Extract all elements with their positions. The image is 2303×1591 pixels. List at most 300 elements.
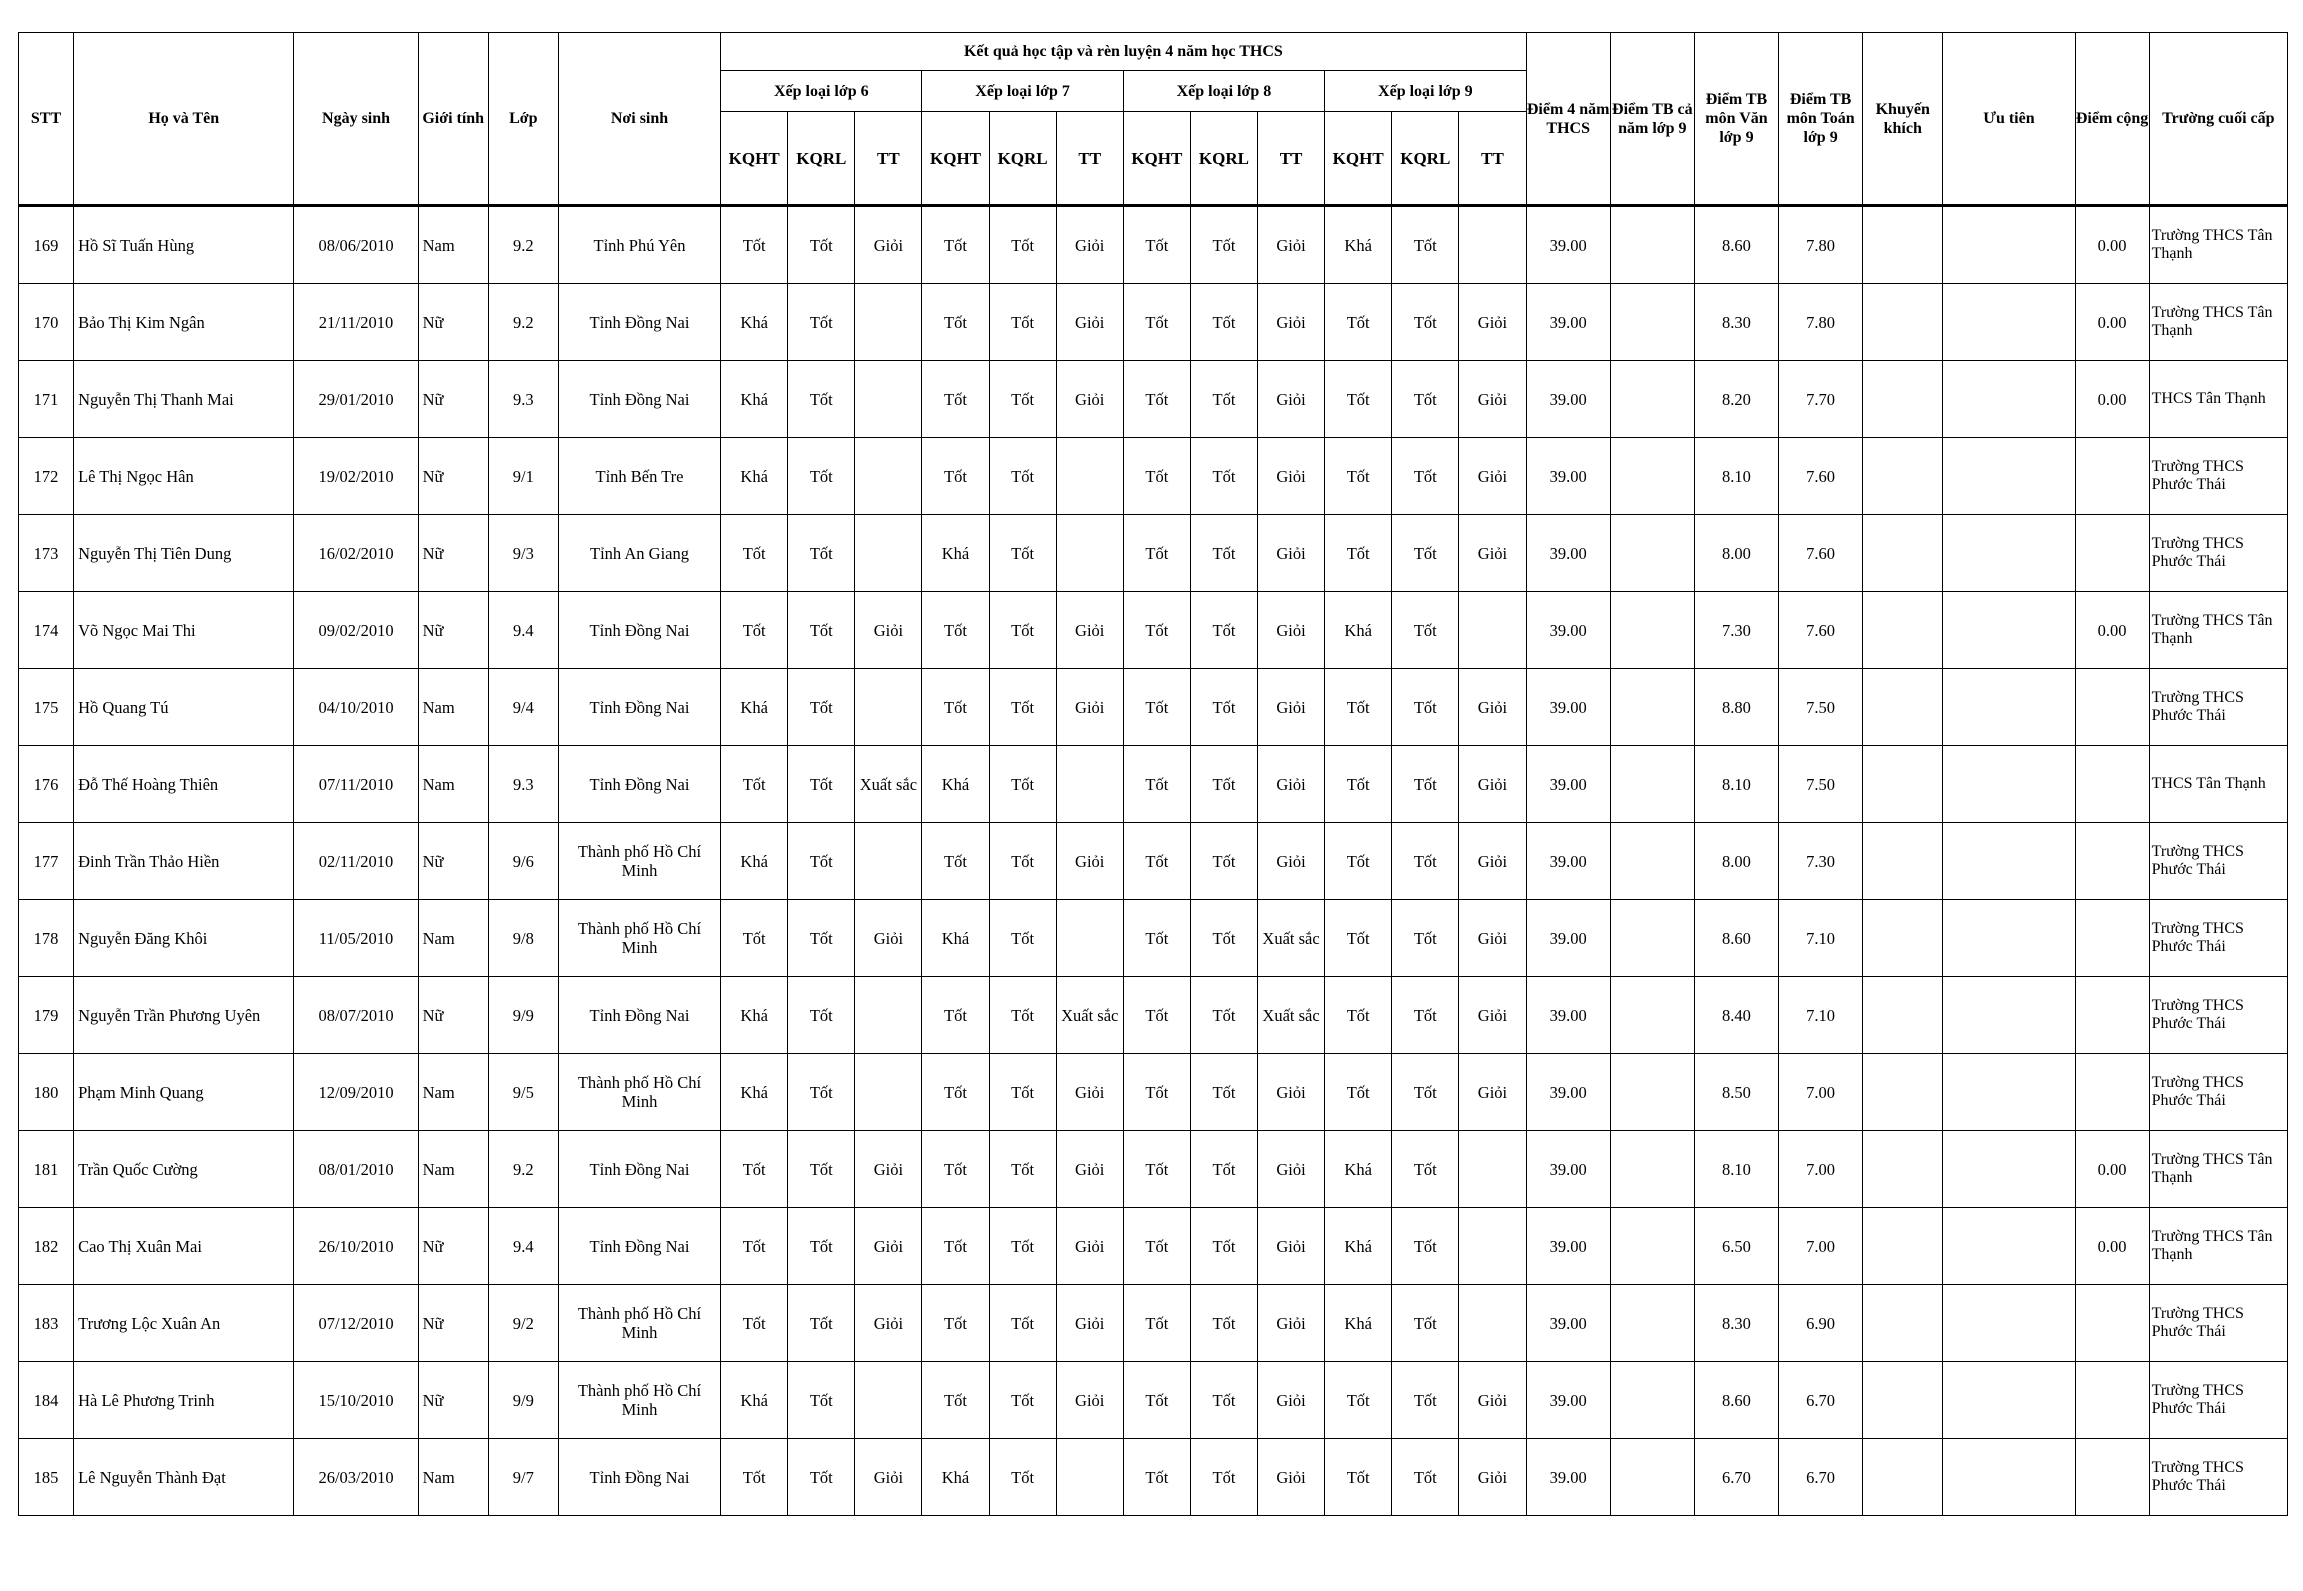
cell-stt: 174 [19, 592, 74, 669]
cell-g6-kqrl: Tốt [788, 823, 855, 900]
cell-g6-kqht: Khá [721, 361, 788, 438]
cell-score4: 39.00 [1526, 1131, 1610, 1208]
cell-gender: Nữ [418, 1208, 488, 1285]
header-g8-kqht: KQHT [1123, 112, 1190, 206]
cell-g6-tt: Giỏi [855, 206, 922, 284]
cell-dob: 21/11/2010 [294, 284, 418, 361]
header-g7-kqht: KQHT [922, 112, 989, 206]
cell-g9-kqht: Tốt [1325, 438, 1392, 515]
header-g6-tt: TT [855, 112, 922, 206]
cell-dob: 08/07/2010 [294, 977, 418, 1054]
cell-g7-kqrl: Tốt [989, 669, 1056, 746]
header-name: Họ và Tên [74, 33, 294, 206]
cell-birthplace: Tỉnh Đồng Nai [558, 1131, 720, 1208]
cell-g8-kqrl: Tốt [1190, 1054, 1257, 1131]
cell-class: 9.2 [488, 284, 558, 361]
cell-g7-tt: Giỏi [1056, 669, 1123, 746]
cell-g9-tt [1459, 206, 1526, 284]
cell-name: Lê Thị Ngọc Hân [74, 438, 294, 515]
cell-g6-kqrl: Tốt [788, 746, 855, 823]
cell-birthplace: Tỉnh Bến Tre [558, 438, 720, 515]
cell-g8-kqht: Tốt [1123, 284, 1190, 361]
cell-birthplace: Tỉnh Đồng Nai [558, 977, 720, 1054]
cell-lit9: 6.50 [1694, 1208, 1778, 1285]
cell-g9-kqht: Khá [1325, 1208, 1392, 1285]
cell-school: Trường THCS Phước Thái [2149, 1439, 2287, 1516]
cell-g7-kqrl: Tốt [989, 1208, 1056, 1285]
cell-g7-tt: Giỏi [1056, 1285, 1123, 1362]
cell-g9-kqht: Khá [1325, 592, 1392, 669]
table-row [19, 746, 2288, 823]
cell-g6-kqrl: Tốt [788, 592, 855, 669]
table-row [19, 438, 2288, 515]
cell-g8-kqrl: Tốt [1190, 1208, 1257, 1285]
cell-g6-kqht: Tốt [721, 1208, 788, 1285]
cell-name: Võ Ngọc Mai Thi [74, 592, 294, 669]
cell-gender: Nữ [418, 284, 488, 361]
cell-stt: 179 [19, 977, 74, 1054]
header-lit9: Điểm TB môn Văn lớp 9 [1694, 33, 1778, 206]
cell-g7-kqrl: Tốt [989, 823, 1056, 900]
cell-avg9 [1610, 592, 1694, 669]
cell-birthplace: Tỉnh Đồng Nai [558, 592, 720, 669]
cell-g8-kqrl: Tốt [1190, 1439, 1257, 1516]
cell-g6-kqht: Khá [721, 1362, 788, 1439]
cell-g8-tt: Giỏi [1258, 1285, 1325, 1362]
cell-g7-kqrl: Tốt [989, 592, 1056, 669]
cell-dob: 07/11/2010 [294, 746, 418, 823]
cell-g8-kqht: Tốt [1123, 1131, 1190, 1208]
cell-g6-kqht: Tốt [721, 592, 788, 669]
cell-g8-tt: Giỏi [1258, 1131, 1325, 1208]
cell-gender: Nam [418, 1054, 488, 1131]
header-g8-tt: TT [1258, 112, 1325, 206]
cell-g6-tt [855, 515, 922, 592]
cell-g8-kqht: Tốt [1123, 1439, 1190, 1516]
cell-class: 9.2 [488, 1131, 558, 1208]
cell-dob: 19/02/2010 [294, 438, 418, 515]
cell-g9-kqrl: Tốt [1392, 592, 1459, 669]
cell-g7-tt [1056, 746, 1123, 823]
cell-g9-kqrl: Tốt [1392, 977, 1459, 1054]
cell-math9: 7.80 [1779, 284, 1863, 361]
cell-g6-kqrl: Tốt [788, 1054, 855, 1131]
cell-lit9: 8.50 [1694, 1054, 1778, 1131]
cell-g9-kqrl: Tốt [1392, 1285, 1459, 1362]
cell-bonus [2075, 977, 2149, 1054]
cell-gender: Nữ [418, 361, 488, 438]
cell-g7-kqht: Khá [922, 515, 989, 592]
cell-bonus [2075, 1362, 2149, 1439]
cell-bonus: 0.00 [2075, 284, 2149, 361]
cell-dob: 08/06/2010 [294, 206, 418, 284]
cell-g6-kqrl: Tốt [788, 515, 855, 592]
cell-score4: 39.00 [1526, 1054, 1610, 1131]
cell-g8-kqrl: Tốt [1190, 1285, 1257, 1362]
cell-math9: 7.60 [1779, 438, 1863, 515]
cell-birthplace: Tỉnh Đồng Nai [558, 284, 720, 361]
cell-name: Đỗ Thế Hoàng Thiên [74, 746, 294, 823]
cell-g8-tt: Giỏi [1258, 1208, 1325, 1285]
cell-gender: Nam [418, 669, 488, 746]
cell-avg9 [1610, 438, 1694, 515]
cell-school: Trường THCS Phước Thái [2149, 1054, 2287, 1131]
cell-lit9: 6.70 [1694, 1439, 1778, 1516]
cell-gender: Nữ [418, 438, 488, 515]
cell-stt: 176 [19, 746, 74, 823]
table-row [19, 823, 2288, 900]
cell-encourage [1863, 1285, 1943, 1362]
cell-g6-tt [855, 1362, 922, 1439]
cell-g6-kqht: Khá [721, 823, 788, 900]
cell-avg9 [1610, 1131, 1694, 1208]
cell-g7-kqht: Khá [922, 746, 989, 823]
cell-school: Trường THCS Tân Thạnh [2149, 592, 2287, 669]
cell-g7-kqrl: Tốt [989, 284, 1056, 361]
cell-class: 9.3 [488, 361, 558, 438]
header-score4: Điểm 4 năm THCS [1526, 33, 1610, 206]
header-g6-kqht: KQHT [721, 112, 788, 206]
cell-g9-tt: Giỏi [1459, 669, 1526, 746]
cell-g7-tt: Giỏi [1056, 823, 1123, 900]
cell-priority [1943, 1285, 2075, 1362]
cell-g7-tt [1056, 515, 1123, 592]
cell-g7-kqrl: Tốt [989, 1439, 1056, 1516]
cell-score4: 39.00 [1526, 1362, 1610, 1439]
header-grade9: Xếp loại lớp 9 [1325, 71, 1527, 112]
cell-bonus: 0.00 [2075, 206, 2149, 284]
cell-encourage [1863, 1054, 1943, 1131]
cell-g9-kqrl: Tốt [1392, 284, 1459, 361]
cell-school: Trường THCS Phước Thái [2149, 823, 2287, 900]
header-encourage: Khuyến khích [1863, 33, 1943, 206]
cell-g8-kqrl: Tốt [1190, 1362, 1257, 1439]
cell-lit9: 8.10 [1694, 1131, 1778, 1208]
cell-stt: 172 [19, 438, 74, 515]
cell-g7-tt [1056, 900, 1123, 977]
cell-stt: 169 [19, 206, 74, 284]
cell-g8-kqht: Tốt [1123, 438, 1190, 515]
cell-priority [1943, 1054, 2075, 1131]
cell-lit9: 8.60 [1694, 900, 1778, 977]
cell-score4: 39.00 [1526, 361, 1610, 438]
cell-g6-kqht: Tốt [721, 1285, 788, 1362]
cell-g6-kqht: Tốt [721, 515, 788, 592]
results-table [18, 32, 2288, 1516]
cell-g6-kqht: Khá [721, 977, 788, 1054]
cell-g8-tt: Giỏi [1258, 206, 1325, 284]
cell-g9-kqrl: Tốt [1392, 1439, 1459, 1516]
cell-g8-tt: Giỏi [1258, 284, 1325, 361]
cell-g8-kqrl: Tốt [1190, 900, 1257, 977]
cell-birthplace: Tỉnh Đồng Nai [558, 746, 720, 823]
cell-school: Trường THCS Tân Thạnh [2149, 1208, 2287, 1285]
cell-g7-kqht: Tốt [922, 1362, 989, 1439]
cell-lit9: 8.20 [1694, 361, 1778, 438]
cell-g9-tt: Giỏi [1459, 1439, 1526, 1516]
cell-g6-kqrl: Tốt [788, 977, 855, 1054]
cell-g7-kqht: Khá [922, 900, 989, 977]
cell-g6-kqht: Khá [721, 284, 788, 361]
cell-dob: 29/01/2010 [294, 361, 418, 438]
cell-dob: 04/10/2010 [294, 669, 418, 746]
cell-g9-kqrl: Tốt [1392, 669, 1459, 746]
cell-g7-tt: Giỏi [1056, 1362, 1123, 1439]
cell-birthplace: Thành phố Hồ Chí Minh [558, 1285, 720, 1362]
cell-bonus: 0.00 [2075, 1131, 2149, 1208]
cell-encourage [1863, 361, 1943, 438]
header-priority: Ưu tiên [1943, 33, 2075, 206]
cell-g9-kqrl: Tốt [1392, 823, 1459, 900]
header-avg9: Điểm TB cả năm lớp 9 [1610, 33, 1694, 206]
cell-g9-kqht: Tốt [1325, 1362, 1392, 1439]
cell-score4: 39.00 [1526, 206, 1610, 284]
cell-birthplace: Tỉnh Đồng Nai [558, 1208, 720, 1285]
cell-name: Nguyễn Đăng Khôi [74, 900, 294, 977]
cell-g7-tt [1056, 1439, 1123, 1516]
cell-birthplace: Tỉnh Phú Yên [558, 206, 720, 284]
cell-math9: 6.90 [1779, 1285, 1863, 1362]
cell-g6-kqrl: Tốt [788, 438, 855, 515]
cell-g9-kqht: Tốt [1325, 515, 1392, 592]
cell-g8-tt: Giỏi [1258, 746, 1325, 823]
table-row [19, 1285, 2288, 1362]
cell-g7-tt: Giỏi [1056, 361, 1123, 438]
cell-g7-kqrl: Tốt [989, 1285, 1056, 1362]
cell-dob: 26/10/2010 [294, 1208, 418, 1285]
cell-g7-kqht: Tốt [922, 1131, 989, 1208]
cell-name: Trương Lộc Xuân An [74, 1285, 294, 1362]
cell-birthplace: Tỉnh Đồng Nai [558, 361, 720, 438]
cell-name: Cao Thị Xuân Mai [74, 1208, 294, 1285]
cell-g6-tt [855, 361, 922, 438]
cell-birthplace: Thành phố Hồ Chí Minh [558, 900, 720, 977]
cell-lit9: 8.60 [1694, 1362, 1778, 1439]
cell-g9-kqrl: Tốt [1392, 746, 1459, 823]
cell-encourage [1863, 1131, 1943, 1208]
cell-g7-kqrl: Tốt [989, 206, 1056, 284]
cell-class: 9.4 [488, 592, 558, 669]
cell-g8-kqrl: Tốt [1190, 206, 1257, 284]
cell-g9-kqrl: Tốt [1392, 1362, 1459, 1439]
cell-name: Hà Lê Phương Trinh [74, 1362, 294, 1439]
cell-encourage [1863, 592, 1943, 669]
cell-g8-kqrl: Tốt [1190, 592, 1257, 669]
cell-g6-tt: Giỏi [855, 1439, 922, 1516]
cell-school: Trường THCS Tân Thạnh [2149, 1131, 2287, 1208]
cell-g6-kqht: Tốt [721, 900, 788, 977]
cell-g9-kqrl: Tốt [1392, 515, 1459, 592]
header-dob: Ngày sinh [294, 33, 418, 206]
cell-g7-kqht: Tốt [922, 592, 989, 669]
cell-g8-kqrl: Tốt [1190, 515, 1257, 592]
cell-g7-kqrl: Tốt [989, 438, 1056, 515]
cell-gender: Nam [418, 206, 488, 284]
cell-g8-kqht: Tốt [1123, 823, 1190, 900]
cell-g8-tt: Xuất sắc [1258, 900, 1325, 977]
cell-avg9 [1610, 977, 1694, 1054]
cell-avg9 [1610, 900, 1694, 977]
header-math9: Điểm TB môn Toán lớp 9 [1779, 33, 1863, 206]
cell-g7-kqrl: Tốt [989, 1362, 1056, 1439]
header-grade6: Xếp loại lớp 6 [721, 71, 922, 112]
cell-g7-kqht: Tốt [922, 1054, 989, 1131]
cell-birthplace: Thành phố Hồ Chí Minh [558, 1054, 720, 1131]
cell-score4: 39.00 [1526, 1208, 1610, 1285]
cell-score4: 39.00 [1526, 438, 1610, 515]
cell-g9-kqht: Khá [1325, 1285, 1392, 1362]
cell-name: Hồ Quang Tú [74, 669, 294, 746]
cell-score4: 39.00 [1526, 1285, 1610, 1362]
cell-score4: 39.00 [1526, 1439, 1610, 1516]
cell-encourage [1863, 206, 1943, 284]
cell-g9-kqht: Tốt [1325, 361, 1392, 438]
results-sheet [18, 32, 2288, 1516]
cell-g6-kqrl: Tốt [788, 1362, 855, 1439]
cell-priority [1943, 1208, 2075, 1285]
cell-birthplace: Tỉnh Đồng Nai [558, 1439, 720, 1516]
cell-avg9 [1610, 1054, 1694, 1131]
cell-math9: 7.50 [1779, 669, 1863, 746]
cell-g7-tt: Giỏi [1056, 1054, 1123, 1131]
cell-score4: 39.00 [1526, 284, 1610, 361]
cell-priority [1943, 900, 2075, 977]
cell-g6-tt [855, 1054, 922, 1131]
cell-g7-tt [1056, 438, 1123, 515]
cell-school: Trường THCS Phước Thái [2149, 515, 2287, 592]
cell-g6-tt: Giỏi [855, 1131, 922, 1208]
cell-school: Trường THCS Phước Thái [2149, 669, 2287, 746]
cell-lit9: 8.40 [1694, 977, 1778, 1054]
cell-g9-tt: Giỏi [1459, 823, 1526, 900]
cell-birthplace: Thành phố Hồ Chí Minh [558, 823, 720, 900]
cell-lit9: 8.30 [1694, 1285, 1778, 1362]
cell-g9-kqht: Tốt [1325, 823, 1392, 900]
cell-dob: 26/03/2010 [294, 1439, 418, 1516]
cell-g6-tt: Giỏi [855, 1285, 922, 1362]
cell-bonus: 0.00 [2075, 361, 2149, 438]
cell-class: 9/9 [488, 1362, 558, 1439]
cell-g9-kqrl: Tốt [1392, 206, 1459, 284]
cell-g8-tt: Giỏi [1258, 592, 1325, 669]
cell-school: Trường THCS Phước Thái [2149, 438, 2287, 515]
cell-g8-tt: Giỏi [1258, 1362, 1325, 1439]
cell-g7-kqht: Tốt [922, 206, 989, 284]
cell-encourage [1863, 1439, 1943, 1516]
cell-priority [1943, 438, 2075, 515]
table-row [19, 515, 2288, 592]
cell-class: 9/6 [488, 823, 558, 900]
cell-g9-kqht: Tốt [1325, 284, 1392, 361]
cell-bonus [2075, 1054, 2149, 1131]
cell-avg9 [1610, 361, 1694, 438]
cell-g6-tt [855, 438, 922, 515]
cell-g8-kqht: Tốt [1123, 592, 1190, 669]
cell-bonus [2075, 438, 2149, 515]
cell-g8-kqrl: Tốt [1190, 361, 1257, 438]
cell-bonus: 0.00 [2075, 1208, 2149, 1285]
cell-gender: Nam [418, 1131, 488, 1208]
cell-class: 9/5 [488, 1054, 558, 1131]
cell-g9-tt: Giỏi [1459, 1054, 1526, 1131]
table-row [19, 592, 2288, 669]
cell-g8-kqht: Tốt [1123, 669, 1190, 746]
cell-g9-kqht: Tốt [1325, 746, 1392, 823]
header-grade8: Xếp loại lớp 8 [1123, 71, 1324, 112]
cell-g9-kqrl: Tốt [1392, 1208, 1459, 1285]
cell-math9: 7.00 [1779, 1208, 1863, 1285]
cell-stt: 181 [19, 1131, 74, 1208]
cell-bonus [2075, 515, 2149, 592]
cell-stt: 177 [19, 823, 74, 900]
cell-avg9 [1610, 1208, 1694, 1285]
cell-encourage [1863, 900, 1943, 977]
cell-class: 9/4 [488, 669, 558, 746]
cell-g9-tt [1459, 1208, 1526, 1285]
cell-g9-tt: Giỏi [1459, 284, 1526, 361]
cell-gender: Nam [418, 900, 488, 977]
cell-g7-kqht: Tốt [922, 438, 989, 515]
cell-priority [1943, 669, 2075, 746]
cell-stt: 180 [19, 1054, 74, 1131]
table-body [19, 206, 2288, 1516]
cell-g6-kqrl: Tốt [788, 900, 855, 977]
cell-g7-tt: Giỏi [1056, 284, 1123, 361]
cell-g9-kqht: Tốt [1325, 977, 1392, 1054]
cell-encourage [1863, 823, 1943, 900]
header-g7-tt: TT [1056, 112, 1123, 206]
cell-g7-kqrl: Tốt [989, 1054, 1056, 1131]
table-row [19, 1054, 2288, 1131]
cell-class: 9/7 [488, 1439, 558, 1516]
cell-g9-kqrl: Tốt [1392, 438, 1459, 515]
cell-dob: 08/01/2010 [294, 1131, 418, 1208]
cell-g6-kqrl: Tốt [788, 284, 855, 361]
cell-gender: Nữ [418, 1362, 488, 1439]
cell-g8-kqrl: Tốt [1190, 746, 1257, 823]
cell-avg9 [1610, 1285, 1694, 1362]
cell-gender: Nam [418, 1439, 488, 1516]
cell-g9-kqht: Tốt [1325, 669, 1392, 746]
header-stt: STT [19, 33, 74, 206]
cell-lit9: 8.80 [1694, 669, 1778, 746]
cell-gender: Nữ [418, 823, 488, 900]
cell-g7-kqht: Tốt [922, 1208, 989, 1285]
cell-gender: Nữ [418, 1285, 488, 1362]
cell-g6-kqht: Khá [721, 669, 788, 746]
cell-g9-tt [1459, 1131, 1526, 1208]
cell-score4: 39.00 [1526, 515, 1610, 592]
cell-dob: 09/02/2010 [294, 592, 418, 669]
cell-g9-kqht: Khá [1325, 206, 1392, 284]
cell-g9-tt: Giỏi [1459, 977, 1526, 1054]
cell-avg9 [1610, 284, 1694, 361]
cell-g8-kqrl: Tốt [1190, 977, 1257, 1054]
cell-bonus [2075, 669, 2149, 746]
cell-g8-tt: Giỏi [1258, 438, 1325, 515]
cell-g6-tt [855, 669, 922, 746]
cell-g8-kqht: Tốt [1123, 361, 1190, 438]
cell-g6-tt: Xuất sắc [855, 746, 922, 823]
cell-school: Trường THCS Tân Thạnh [2149, 284, 2287, 361]
table-row [19, 1362, 2288, 1439]
cell-avg9 [1610, 669, 1694, 746]
cell-g6-kqht: Tốt [721, 746, 788, 823]
cell-bonus: 0.00 [2075, 592, 2149, 669]
cell-school: Trường THCS Phước Thái [2149, 1285, 2287, 1362]
cell-g7-kqrl: Tốt [989, 977, 1056, 1054]
cell-priority [1943, 1439, 2075, 1516]
